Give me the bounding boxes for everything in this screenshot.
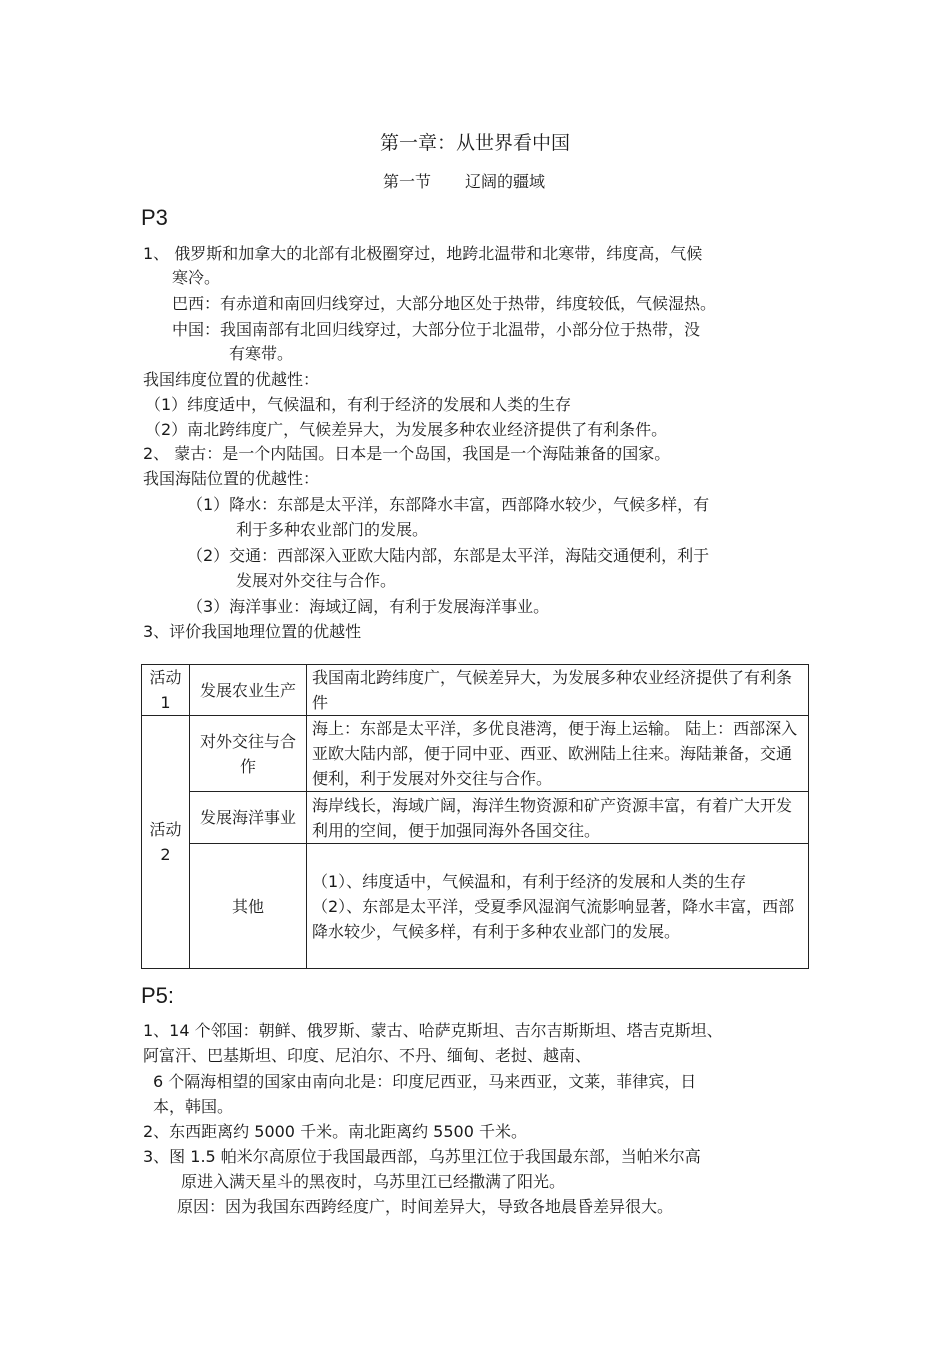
table-text-line: （2）、东部是太平洋，受夏季风湿润气流影响显著，降水丰富，西部降水较少，气候多样，有利于多种农业部门的发展。 bbox=[312, 896, 795, 941]
p3-line: 2、 蒙古：是一个内陆国。日本是一个岛国，我国是一个海陆兼备的国家。 bbox=[143, 444, 671, 463]
p3-line: （2）南北跨纬度广，气候差异大，为发展多种农业经济提供了有利条件。 bbox=[145, 420, 668, 439]
table-row bbox=[142, 844, 809, 969]
p3-line: 3、评价我国地理位置的优越性 bbox=[143, 622, 362, 641]
p3-line: 中国：我国南部有北回归线穿过，大部分位于北温带，小部分位于热带，没 bbox=[172, 320, 701, 339]
p5-line: 本，韩国。 bbox=[153, 1097, 234, 1116]
activity-2-label: 活动 2 bbox=[142, 716, 190, 969]
p3-line: （1）降水：东部是太平洋，东部降水丰富，西部降水较少，气候多样，有 bbox=[187, 495, 710, 514]
table-text-line: （1）、纬度适中，气候温和，有利于经济的发展和人类的生存 bbox=[312, 871, 747, 891]
table-row bbox=[142, 716, 809, 792]
p3-line: 有寒带。 bbox=[229, 344, 294, 363]
p3-line: 1、 俄罗斯和加拿大的北部有北极圈穿过，地跨北温带和北寒带，纬度高，气候 bbox=[143, 244, 703, 263]
page-label-p5: P5: bbox=[141, 983, 175, 1008]
table-text-cell: 海上：东部是太平洋，多优良港湾，便于海上运输。 陆上：西部深入亚欧大陆内部，便于同中亚、西亚、欧洲陆上往来。海陆兼备，交通便利，利于发展对外交往与合作。 bbox=[307, 716, 809, 792]
chapter-title: 第一章：从世界看中国 bbox=[379, 132, 570, 154]
table-item-cell: 其他 bbox=[190, 844, 307, 969]
p5-line: 1、14 个邻国：朝鲜、俄罗斯、蒙古、哈萨克斯坦、吉尔吉斯斯坦、塔吉克斯坦、 bbox=[143, 1021, 723, 1040]
table-item-cell: 对外交往与合作 bbox=[190, 716, 307, 792]
p5-line: 6 个隔海相望的国家由南向北是：印度尼西亚，马来西亚，文莱，菲律宾，日 bbox=[153, 1072, 697, 1091]
p3-line: （2）交通：西部深入亚欧大陆内部，东部是太平洋，海陆交通便利，利于 bbox=[187, 546, 710, 565]
table-text-cell: 我国南北跨纬度广，气候差异大，为发展多种农业经济提供了有利条件 bbox=[307, 665, 809, 716]
p5-line: 2、东西距离约 5000 千米。南北距离约 5500 千米。 bbox=[143, 1122, 527, 1141]
table-text-cell bbox=[307, 844, 809, 969]
table-text-cell: 海岸线长，海域广阔，海洋生物资源和矿产资源丰富，有着广大开发利用的空间，便于加强同海外各国交往。 bbox=[307, 792, 809, 844]
evaluation-table bbox=[141, 664, 809, 969]
activity-1-label: 活动 1 bbox=[142, 665, 190, 716]
p5-line: 原进入满天星斗的黑夜时，乌苏里江已经撒满了阳光。 bbox=[181, 1172, 566, 1191]
p5-line: 原因：因为我国东西跨经度广，时间差异大，导致各地晨昏差异很大。 bbox=[177, 1197, 674, 1216]
section-heading bbox=[383, 169, 545, 192]
p3-line: 我国纬度位置的优越性： bbox=[143, 370, 320, 389]
p3-line: 利于多种农业部门的发展。 bbox=[236, 520, 429, 539]
p3-line: （3）海洋事业：海域辽阔，有利于发展海洋事业。 bbox=[187, 597, 550, 616]
table-row bbox=[142, 665, 809, 716]
p3-line: 巴西：有赤道和南回归线穿过，大部分地区处于热带，纬度较低，气候湿热。 bbox=[172, 294, 717, 313]
table-item-cell: 发展农业生产 bbox=[190, 665, 307, 716]
table-row bbox=[142, 792, 809, 844]
p3-line: 我国海陆位置的优越性： bbox=[143, 469, 320, 488]
table-item-cell: 发展海洋事业 bbox=[190, 792, 307, 844]
p3-line: （1）纬度适中，气候温和，有利于经济的发展和人类的生存 bbox=[145, 395, 572, 414]
p5-line: 阿富汗、巴基斯坦、印度、尼泊尔、不丹、缅甸、老挝、越南、 bbox=[143, 1046, 592, 1065]
page-label-p3: P3 bbox=[141, 205, 168, 230]
p3-line: 发展对外交往与合作。 bbox=[236, 571, 397, 590]
section-title: 辽阔的疆域 bbox=[465, 172, 546, 191]
p5-line: 3、图 1.5 帕米尔高原位于我国最西部，乌苏里江位于我国最东部，当帕米尔高 bbox=[143, 1147, 701, 1166]
section-number: 第一节 bbox=[383, 172, 432, 191]
p3-line: 寒冷。 bbox=[172, 268, 221, 287]
